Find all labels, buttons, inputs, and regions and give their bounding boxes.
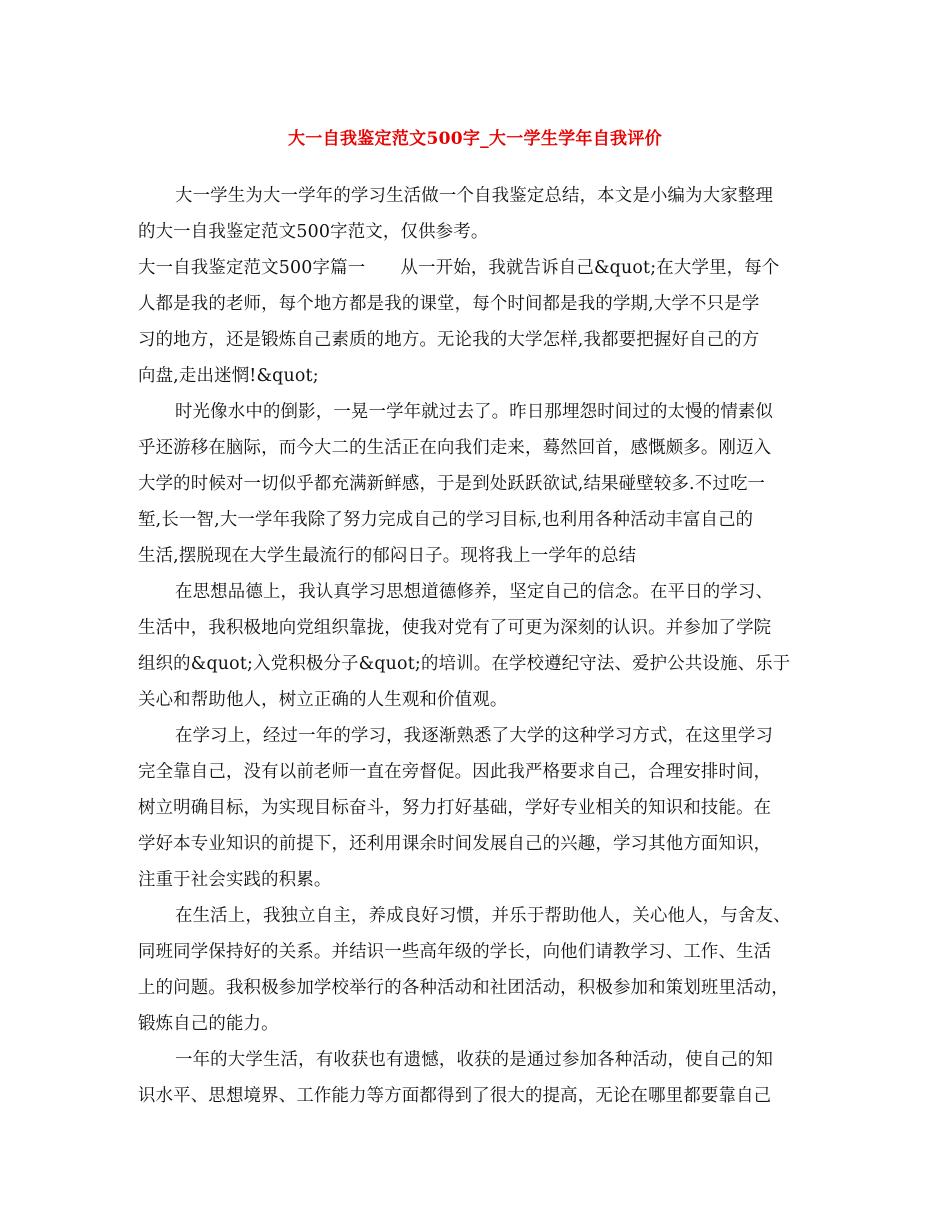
text-line: 在学习上，经过一年的学习，我逐渐熟悉了大学的这种学习方式，在这里学习 (175, 726, 774, 746)
text-line: 大一学生为大一学年的学习生活做一个自我鉴定总结，本文是小编为大家整理 (175, 186, 774, 206)
text-line: 在生活上，我独立自主，养成良好习惯，并乐于帮助他人，关心他人，与舍友、 (175, 906, 791, 926)
text-line: 生活中，我积极地向党组织靠拢，使我对党有了可更为深刻的认识。并参加了学院 (138, 618, 772, 638)
text-line: 完全靠自己，没有以前老师一直在旁督促。因此我严格要求自己，合理安排时间， (138, 762, 772, 782)
text-line: 注重于社会实践的积累。 (138, 870, 332, 890)
text-line: 习的地方，还是锻炼自己素质的地方。无论我的大学怎样,我都要把握好自己的方 (138, 330, 760, 350)
text-line: 组织的&quot;入党积极分子&quot;的培训。在学校遵纪守法、爱护公共设施、乐于 (138, 654, 791, 674)
document-title: 大一自我鉴定范文500字_大一学生学年自我评价 (288, 129, 662, 149)
text-line: 一年的大学生活，有收获也有遗憾，收获的是通过参加各种活动，使自己的知 (175, 1050, 774, 1070)
text-line: 学好本专业知识的前提下，还利用课余时间发展自己的兴趣，学习其他方面知识， (138, 834, 772, 854)
text-line: 关心和帮助他人，树立正确的人生观和价值观。 (138, 690, 508, 710)
text-line: 同班同学保持好的关系。并结识一些高年级的学长，向他们请教学习、工作、生活 (138, 942, 772, 962)
text-line: 在思想品德上，我认真学习思想道德修养，坚定自己的信念。在平日的学习、 (175, 582, 774, 602)
text-line: 时光像水中的倒影，一晃一学年就过去了。昨日那埋怨时间过的太慢的情素似 (175, 402, 774, 422)
text-line: 树立明确目标，为实现目标奋斗，努力打好基础，学好专业相关的知识和技能。在 (138, 798, 772, 818)
text-line: 人都是我的老师，每个地方都是我的课堂，每个时间都是我的学期,大学不只是学 (138, 294, 760, 314)
text-line: 乎还游移在脑际，而今大二的生活正在向我们走来，蓦然回首，感慨颇多。刚迈入 (138, 438, 772, 458)
text-line: 识水平、思想境界、工作能力等方面都得到了很大的提高，无论在哪里都要靠自己 (138, 1086, 772, 1106)
text-line: 上的问题。我积极参加学校举行的各种活动和社团活动，积极参加和策划班里活动， (138, 978, 789, 998)
text-line: 堑,长一智,大一学年我除了努力完成自己的学习目标,也利用各种活动丰富自己的 (138, 510, 754, 530)
text-line: 生活,摆脱现在大学生最流行的郁闷日子。现将我上一学年的总结 (138, 546, 637, 566)
text-line: 大一自我鉴定范文500字篇一 从一开始，我就告诉自己&quot;在大学里，每个 (138, 258, 780, 278)
text-line: 的大一自我鉴定范文500字范文，仅供参考。 (138, 222, 489, 242)
text-line: 锻炼自己的能力。 (138, 1014, 279, 1034)
text-line: 大学的时候对一切似乎都充满新鲜感，于是到处跃跃欲试,结果碰壁较多.不过吃一 (138, 474, 766, 494)
text-line: 向盘,走出迷惘!&quot; (138, 366, 319, 386)
